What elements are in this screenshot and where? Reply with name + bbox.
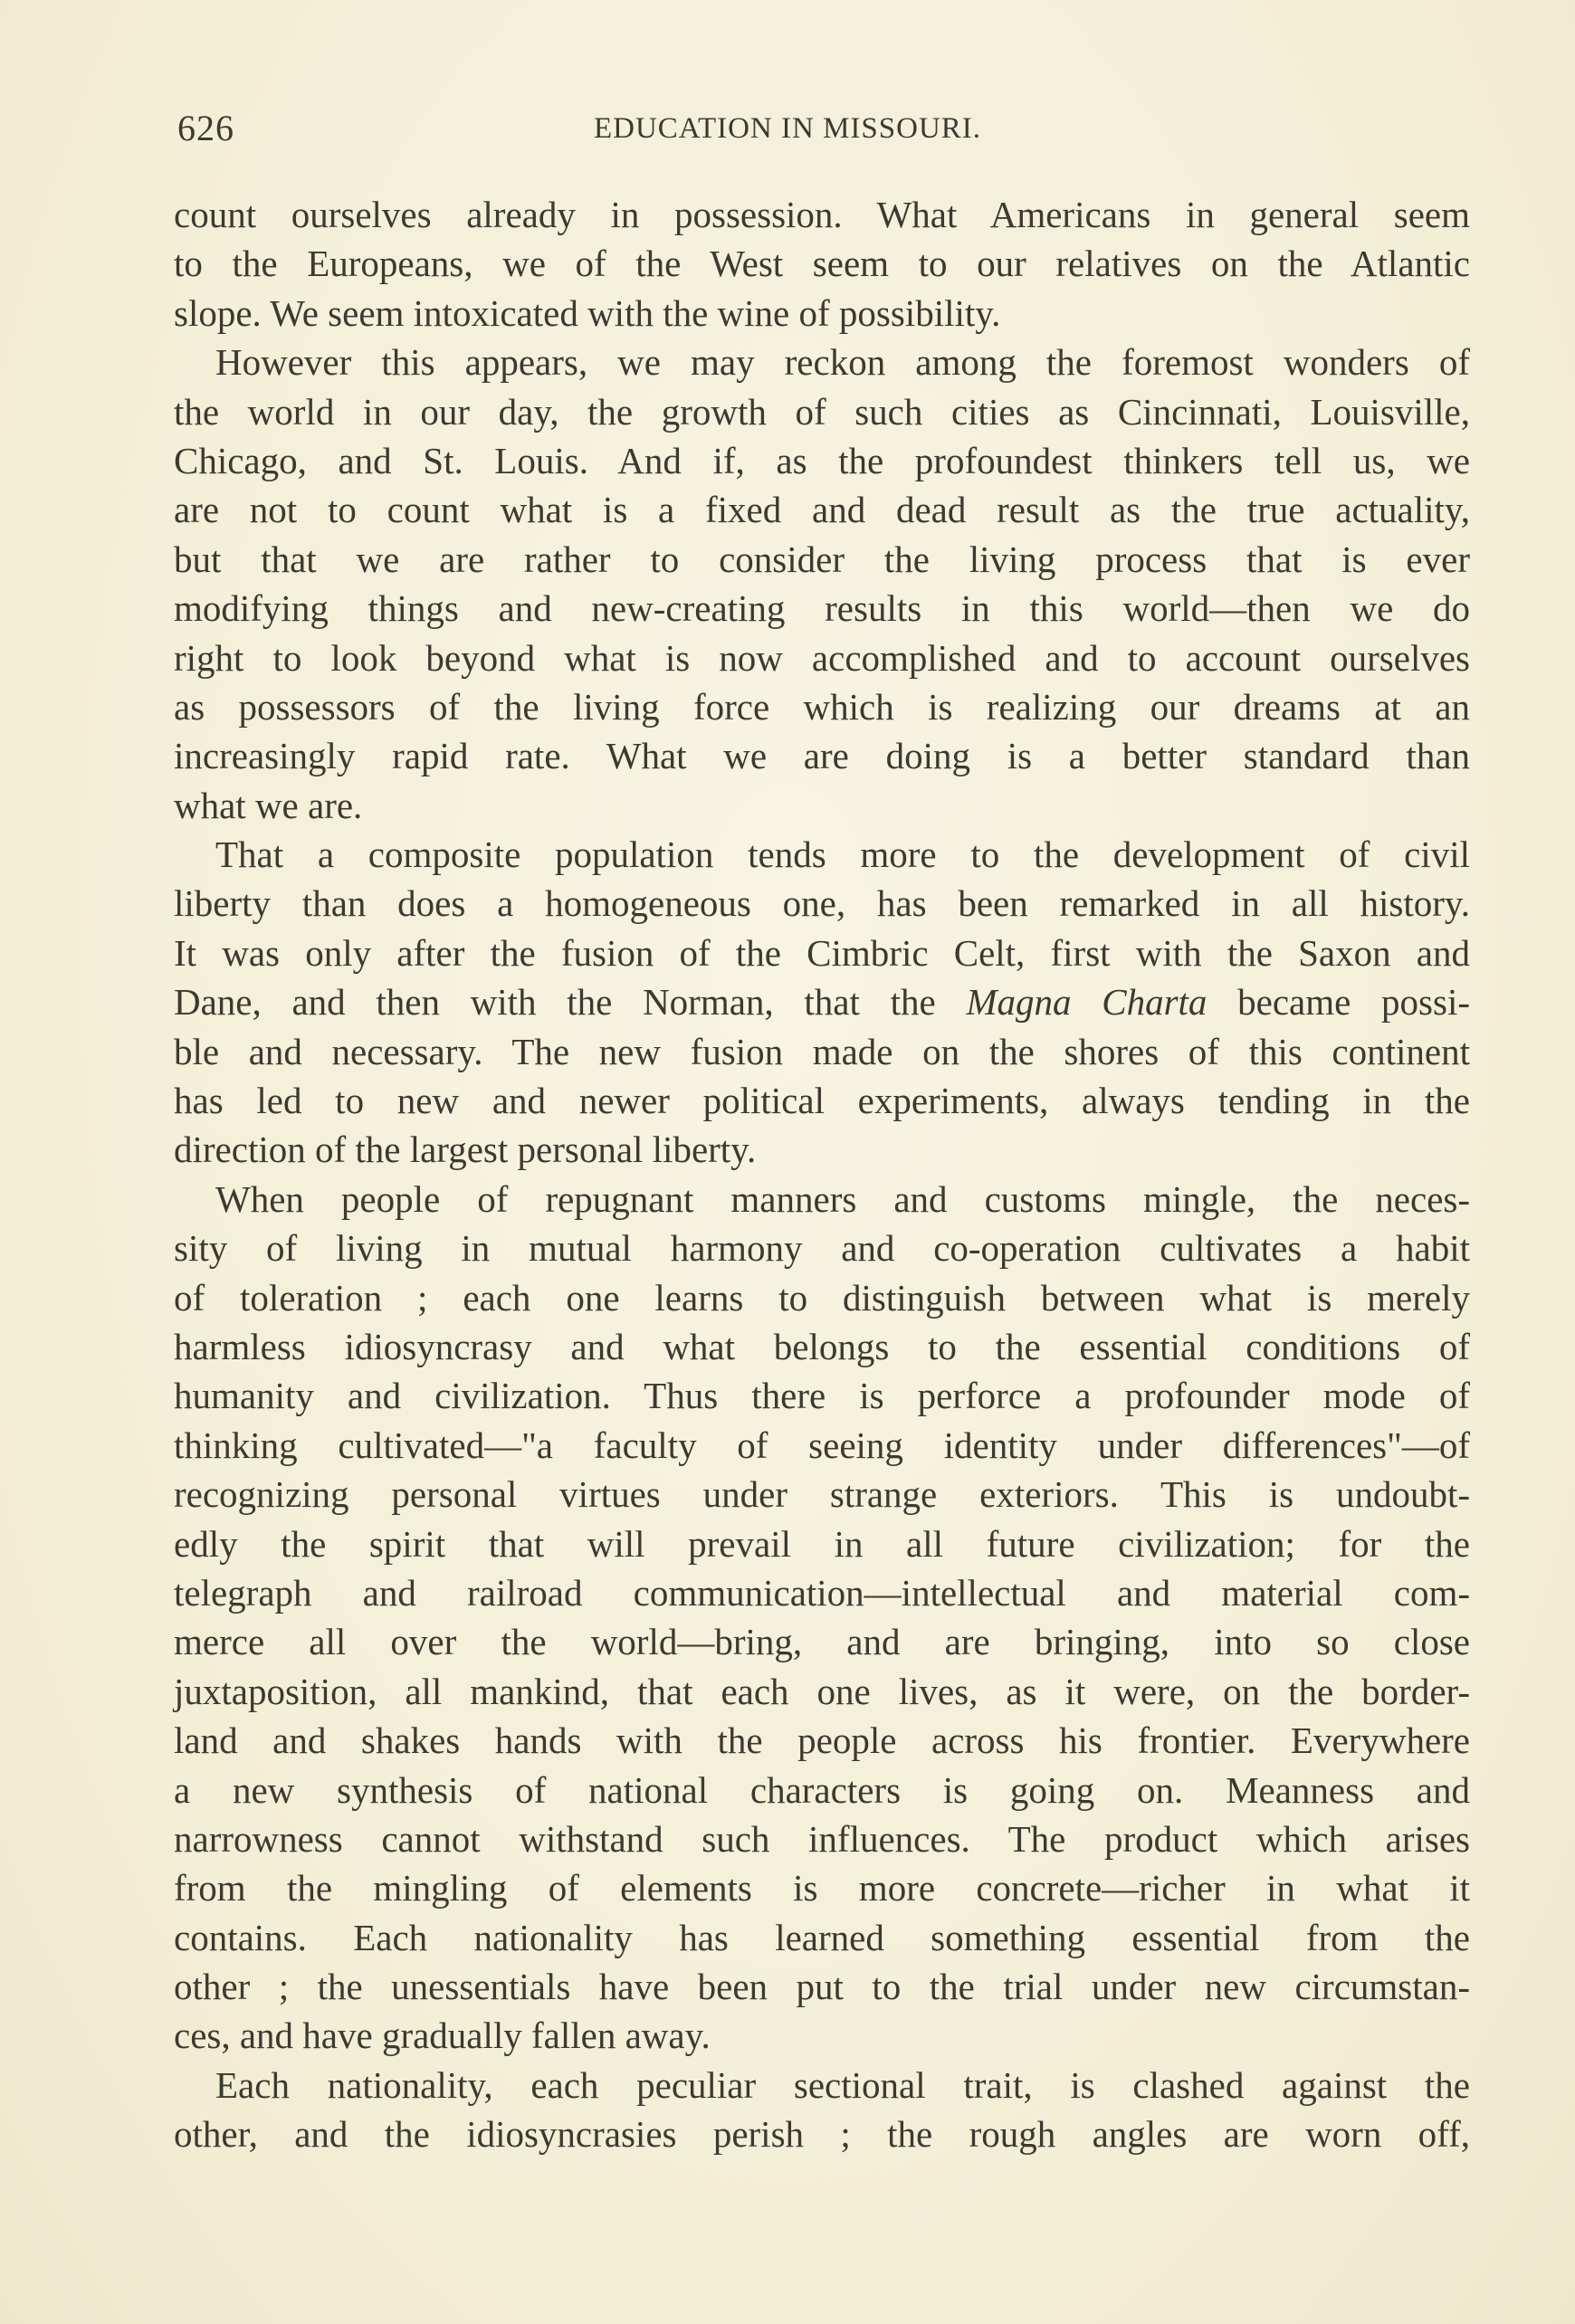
text-line: contains. Each nationality has learned something essential from the xyxy=(174,1916,1470,1958)
page-number: 626 xyxy=(177,108,234,148)
text-line: That a composite population tends more to the development of civil xyxy=(215,833,1470,876)
text-line: recognizing personal virtues under strange exteriors. This is undoubt- xyxy=(174,1473,1470,1516)
text-line: Chicago, and St. Louis. And if, as the profoundest thinkers tell us, we xyxy=(174,439,1470,481)
text-line: When people of repugnant manners and customs mingle, the neces- xyxy=(215,1177,1470,1220)
text-line: right to look beyond what is now accomplished and to account ourselves xyxy=(174,636,1470,679)
text-line: but that we are rather to consider the living process that is ever xyxy=(174,538,1470,580)
text-line: a new synthesis of national characters is going on. Meanness and xyxy=(174,1768,1470,1811)
text-line: direction of the largest personal liberty. xyxy=(174,1129,757,1171)
text-line xyxy=(174,977,1470,1026)
text-line: liberty than does a homogeneous one, has been remarked in all history. xyxy=(174,882,1470,925)
text-line: other ; the unessentials have been put to the trial under new circumstan- xyxy=(174,1966,1470,2008)
text-line: to the Europeans, we of the West seem to our relatives on the Atlantic xyxy=(174,243,1470,285)
paragraph xyxy=(174,1175,1470,2061)
text-line: has led to new and newer political experiments, always tending in the xyxy=(174,1080,1470,1122)
text-line: narrowness cannot withstand such influences. The product which arises xyxy=(174,1817,1470,1860)
text-line: merce all over the world—bring, and are bringing, into so close xyxy=(174,1621,1470,1663)
text-line: It was only after the fusion of the Cimbric Celt, first with the Saxon and xyxy=(174,931,1470,974)
text-line: count ourselves already in possession. What Americans in general seem xyxy=(174,194,1470,235)
text-line: sity of living in mutual harmony and co-operation cultivates a habit xyxy=(174,1227,1470,1270)
text-line: what we are. xyxy=(174,784,363,826)
text-line: ces, and have gradually fallen away. xyxy=(174,2014,711,2057)
text-line: harmless idiosyncrasy and what belongs to the essential conditions of xyxy=(174,1325,1470,1367)
text-line: of toleration ; each one learns to distinguish between what is merely xyxy=(174,1276,1470,1319)
text-line: humanity and civilization. Thus there is perforce a profounder mode of xyxy=(174,1375,1470,1417)
text-line: the world in our day, the growth of such cities as Cincinnati, Louisville, xyxy=(174,390,1470,433)
paragraph xyxy=(174,190,1470,338)
text-line: ble and necessary. The new fusion made on the shores of this continent xyxy=(174,1030,1470,1072)
text-line: slope. We seem intoxicated with the wine of possibility. xyxy=(174,291,1001,334)
text-line: juxtaposition, all mankind, that each one lives, as it were, on the border- xyxy=(174,1670,1470,1712)
text-line: are not to count what is a fixed and dead result as the true actuality, xyxy=(174,489,1470,531)
text-line: other, and the idiosyncrasies perish ; the rough angles are worn off, xyxy=(174,2113,1470,2156)
paragraph xyxy=(174,2061,1470,2159)
italic-title: Magna Charta xyxy=(966,981,1208,1024)
text-segment: Dane, and then with the Norman, that the xyxy=(174,981,967,1024)
text-line: increasingly rapid rate. What we are doing is a better standard than xyxy=(174,735,1470,777)
running-title: EDUCATION IN MISSOURI. xyxy=(593,112,982,145)
text-segment: became possi- xyxy=(1207,981,1470,1024)
text-line: modifying things and new-creating results in this world—then we do xyxy=(174,587,1470,630)
text-line: thinking cultivated—"a faculty of seeing identity under differences"—of xyxy=(174,1424,1470,1466)
paragraph xyxy=(174,338,1470,830)
text-line: telegraph and railroad communication—intellectual and material com- xyxy=(174,1571,1470,1614)
text-line: However this appears, we may reckon among the foremost wonders of xyxy=(215,341,1470,384)
text-line: as possessors of the living force which is realizing our dreams at an xyxy=(174,685,1470,728)
text-line: edly the spirit that will prevail in all future civilization; for the xyxy=(174,1522,1470,1565)
body-text xyxy=(174,190,1470,2159)
text-line: Each nationality, each peculiar sectional trait, is clashed against the xyxy=(215,2063,1470,2106)
paragraph xyxy=(174,830,1470,1175)
text-line: from the mingling of elements is more concrete—richer in what it xyxy=(174,1867,1470,1910)
text-line: land and shakes hands with the people across his frontier. Everywhere xyxy=(174,1719,1470,1762)
